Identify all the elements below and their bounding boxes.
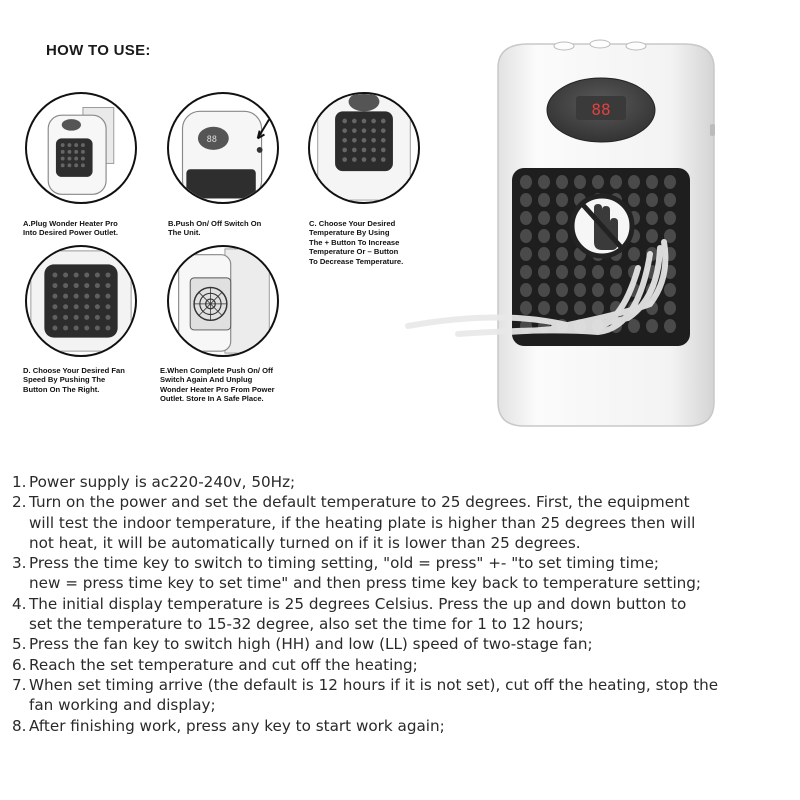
step-e-illustration bbox=[167, 245, 279, 357]
step-d-illustration bbox=[25, 245, 137, 357]
heater-product-image bbox=[388, 28, 728, 428]
step-b-illustration bbox=[167, 92, 279, 204]
instruction-item: 4. The initial display temperature is 25 degrees Celsius. Press the up and down button to set the temperature to 15-32 degree, also set the time for 1 to 12 hours; bbox=[12, 594, 687, 634]
step-b-caption: B.Push On/ Off Switch On The Unit. bbox=[168, 219, 262, 238]
step-a-illustration bbox=[25, 92, 137, 204]
instruction-item: 2. Turn on the power and set the default temperature to 25 degrees. First, the equipment will test the indoor temperature, if the heating plate is higher than 25 degrees then will not heat, it will be automatically turned on if it is lower than 25 degrees. bbox=[12, 493, 696, 552]
step-e-caption: E.When Complete Push On/ Off Switch Again And Unplug Wonder Heater Pro From Power Outlet. Store In A Safe Place. bbox=[160, 366, 275, 404]
page-title: HOW TO USE: bbox=[46, 42, 151, 59]
step-c-caption: C. Choose Your Desired Temperature By Using The + Button To Increase Temperature Or – Button To Decrease Temperature. bbox=[309, 219, 404, 266]
instruction-item: 7. When set timing arrive (the default is 12 hours if it is not set), cut off the heating, stop the fan working and display; bbox=[12, 675, 719, 715]
no-touch-hand-icon bbox=[572, 196, 632, 256]
instruction-item: 1. Power supply is ac220-240v, 50Hz; bbox=[12, 473, 296, 491]
instruction-item: 5. Press the fan key to switch high (HH) and low (LL) speed of two-stage fan; bbox=[12, 635, 593, 654]
temperature-display: 88 bbox=[591, 100, 611, 119]
instruction-item: 3. Press the time key to switch to timing setting, "old = press" +- "to set timing time; new = press time key to set time" and then press time key back to temperature setting; bbox=[12, 554, 702, 593]
instructions-list bbox=[12, 472, 792, 736]
svg-text:88: 88 bbox=[206, 135, 218, 146]
step-a-caption: A.Plug Wonder Heater Pro Into Desired Power Outlet. bbox=[23, 219, 118, 238]
instruction-item: 6. Reach the set temperature and cut off the heating; bbox=[12, 655, 418, 674]
step-d-caption: D. Choose Your Desired Fan Speed By Pushing The Button On The Right. bbox=[23, 366, 125, 394]
instruction-item: 8. After finishing work, press any key to start work again; bbox=[12, 716, 445, 735]
